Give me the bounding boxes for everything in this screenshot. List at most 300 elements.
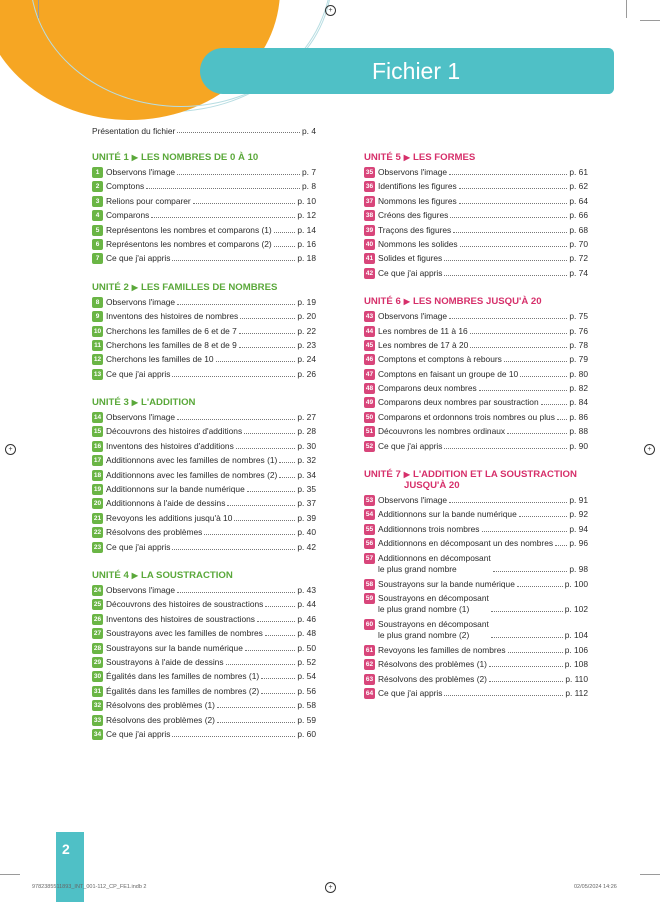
toc-entry-page: p. 39 — [297, 512, 316, 523]
toc-entry-text — [106, 513, 316, 524]
lesson-number-badge: 2 — [92, 181, 103, 192]
toc-entry-text — [378, 210, 588, 221]
toc-entry[interactable] — [92, 210, 316, 224]
toc-entry-page: p. 92 — [569, 509, 588, 520]
registration-mark-icon: + — [644, 444, 655, 455]
lesson-number-badge: 33 — [93, 716, 102, 724]
toc-entry-label: Représentons les nombres et comparons (2) — [106, 238, 272, 249]
lesson-number-badge: 4 — [92, 210, 103, 221]
dot-leader — [172, 736, 295, 737]
lesson-number-badge: 23 — [93, 543, 102, 551]
unit-prefix: UNITÉ 2 — [92, 281, 129, 293]
toc-entry-page: p. 108 — [564, 659, 588, 670]
toc-entry[interactable] — [364, 593, 588, 619]
toc-entry-label: Découvrons les nombres ordinaux — [378, 426, 506, 437]
toc-entry[interactable] — [364, 369, 588, 383]
toc-entry-lines — [106, 599, 263, 610]
toc-entry-lines — [106, 412, 175, 423]
toc-entry-label: Additionnons avec les familles de nombres (2) — [106, 469, 278, 480]
toc-entry-label: Ce que j'ai appris — [106, 368, 171, 379]
toc-entry-label: Ce que j'ai appris — [378, 440, 443, 451]
toc-entry-text — [106, 369, 316, 380]
dot-leader — [177, 126, 300, 133]
dot-leader — [449, 318, 567, 319]
toc-entry[interactable] — [364, 239, 588, 253]
toc-entry-lines — [106, 614, 255, 625]
dot-leader — [491, 637, 563, 638]
toc-entry-lines — [378, 579, 515, 590]
dot-leader — [240, 318, 295, 319]
toc-entry-text — [106, 426, 316, 437]
toc-entry-page: p. 75 — [569, 311, 588, 322]
dot-leader — [217, 707, 295, 708]
toc-entry-page: p. 110 — [565, 673, 588, 684]
lesson-number-badge: 47 — [365, 370, 374, 378]
dot-leader — [449, 502, 567, 503]
toc-entry-text — [106, 297, 316, 308]
toc-entry[interactable] — [364, 538, 588, 552]
toc-entry-label: Comparons et ordonnons trois nombres ou plus — [378, 411, 555, 422]
toc-entry[interactable] — [92, 253, 316, 267]
dot-leader — [489, 681, 563, 682]
toc-entry-text — [106, 167, 316, 178]
page-title: Fichier 1 — [372, 58, 461, 84]
toc-entry-label: Revoyons les additions jusqu'à 10 — [106, 512, 233, 523]
toc-entry-text — [106, 441, 316, 452]
dot-leader — [247, 491, 296, 492]
toc-entry[interactable] — [92, 628, 316, 642]
toc-entry[interactable] — [92, 686, 316, 700]
toc-entry-lines — [378, 688, 442, 699]
toc-entry-page: p. 76 — [569, 325, 588, 336]
dot-leader — [459, 203, 568, 204]
toc-entry-lines — [378, 167, 447, 178]
toc-entry[interactable] — [364, 311, 588, 325]
toc-entry[interactable] — [364, 579, 588, 593]
toc-entry-page: p. 88 — [569, 426, 588, 437]
toc-entry-lines — [106, 196, 191, 207]
toc-entry-text — [106, 196, 316, 207]
toc-entry[interactable] — [92, 700, 316, 714]
toc-entry[interactable] — [364, 645, 588, 659]
toc-entry-text — [106, 326, 316, 337]
lesson-number-badge: 27 — [93, 630, 102, 638]
toc-entry[interactable] — [92, 599, 316, 613]
dot-leader — [177, 419, 295, 420]
toc-entry-text — [378, 354, 588, 365]
toc-entry[interactable] — [92, 196, 316, 210]
toc-entry-text — [378, 167, 588, 178]
toc-entry[interactable] — [92, 181, 316, 195]
toc-entry[interactable] — [92, 297, 316, 311]
dot-leader — [491, 611, 563, 612]
dot-leader — [146, 188, 300, 189]
toc-entry[interactable] — [92, 326, 316, 340]
toc-entry-lines — [106, 484, 245, 495]
toc-entry[interactable] — [364, 268, 588, 282]
toc-entry[interactable] — [92, 426, 316, 440]
dot-leader — [444, 260, 567, 261]
toc-entry[interactable] — [92, 614, 316, 628]
toc-entry[interactable] — [364, 674, 588, 688]
toc-entry-text — [106, 657, 316, 668]
toc-entry[interactable] — [92, 369, 316, 383]
toc-entry[interactable] — [364, 412, 588, 426]
toc-entry-lines — [106, 311, 238, 322]
dot-leader — [216, 361, 296, 362]
toc-entry-label: Résolvons des problèmes (2) — [106, 714, 215, 725]
toc-entry[interactable] — [92, 484, 316, 498]
dot-leader — [541, 404, 568, 405]
toc-intro-entry[interactable] — [92, 126, 316, 136]
dot-leader — [459, 188, 568, 189]
toc-column-left — [92, 152, 316, 757]
toc-entry-text — [378, 383, 588, 394]
toc-entry-label: Observons l'image — [378, 495, 448, 506]
toc-entry[interactable] — [364, 426, 588, 440]
toc-entry[interactable] — [364, 167, 588, 181]
toc-entry-page: p. 94 — [569, 523, 588, 534]
lesson-number-badge: 1 — [92, 167, 103, 178]
toc-entry[interactable] — [364, 383, 588, 397]
toc-entry-text — [378, 441, 588, 452]
toc-entry-lines — [378, 181, 457, 192]
toc-entry-label: Additionnons en décomposant un des nombres — [378, 538, 554, 549]
toc-entry-label: Soustrayons à l'aide de dessins — [106, 656, 224, 667]
dot-leader — [239, 347, 296, 348]
lesson-number-badge: 63 — [365, 675, 374, 683]
toc-entry[interactable] — [92, 470, 316, 484]
toc-entry-page: p. 22 — [297, 325, 316, 336]
toc-entry-page: p. 86 — [569, 411, 588, 422]
toc-entry-label: Créons des figures — [378, 210, 449, 221]
toc-entry-page: p. 56 — [297, 685, 316, 696]
dot-leader — [453, 232, 567, 233]
toc-entry[interactable] — [92, 498, 316, 512]
toc-entry-label: Comparons deux nombres par soustraction — [378, 397, 539, 408]
lesson-number-badge: 62 — [365, 661, 374, 669]
toc-entry[interactable] — [364, 619, 588, 645]
toc-entry-lines — [378, 538, 553, 549]
toc-entry-lines — [378, 369, 518, 380]
toc-entry-label: Cherchons les familles de 10 — [106, 354, 214, 365]
toc-entry-label: Cherchons les familles de 6 et de 7 — [106, 325, 237, 336]
toc-entry-label: Soustrayons sur la bande numérique — [378, 578, 515, 589]
toc-entry-label: Inventons des histoires d'additions — [106, 440, 234, 451]
toc-entry-label: Représentons les nombres et comparons (1) — [106, 224, 272, 235]
arrow-right-icon: ▶ — [131, 282, 138, 292]
lesson-number-badge: 13 — [93, 370, 102, 378]
toc-entry-label: Découvrons des histoires de soustractions — [106, 599, 264, 610]
toc-entry-text — [378, 553, 588, 575]
toc-entry-lines — [378, 426, 505, 437]
toc-entry-page: p. 37 — [297, 498, 316, 509]
toc-unit — [364, 152, 588, 282]
toc-entry-label: Solides et figures — [378, 253, 443, 264]
dot-leader — [449, 174, 567, 175]
toc-entry-label: Additionnons sur la bande numérique — [378, 509, 517, 520]
toc-entry[interactable] — [92, 455, 316, 469]
lesson-number-badge: 12 — [93, 356, 102, 364]
lesson-number-badge: 28 — [93, 644, 102, 652]
toc-entry-page: p. 62 — [569, 181, 588, 192]
toc-entry-page: p. 61 — [569, 167, 588, 177]
lesson-number-badge: 64 — [365, 690, 374, 698]
toc-entry[interactable] — [364, 253, 588, 267]
toc-entry[interactable] — [92, 167, 316, 181]
lesson-number-badge: 32 — [93, 702, 102, 710]
toc-entry-label: Observons l'image — [106, 412, 176, 423]
toc-entry-label: Soustrayons sur la bande numérique — [106, 642, 243, 653]
toc-entry-page: p. 43 — [297, 584, 316, 595]
unit-name: LA SOUSTRACTION — [140, 569, 233, 581]
toc-entry-page: p. 96 — [569, 538, 588, 549]
lesson-number-badge: 36 — [365, 183, 374, 191]
toc-entry-text — [378, 688, 588, 699]
unit-prefix: UNITÉ 1 — [92, 152, 129, 163]
crop-mark — [38, 0, 39, 18]
dot-leader — [227, 505, 295, 506]
dot-leader — [177, 174, 300, 175]
toc-entry[interactable] — [92, 239, 316, 253]
toc-entry[interactable] — [92, 671, 316, 685]
toc-entry[interactable] — [92, 441, 316, 455]
dot-leader — [450, 217, 567, 218]
dot-leader — [508, 652, 563, 653]
toc-entry-lines — [378, 495, 447, 506]
unit-prefix: UNITÉ 6 — [364, 296, 401, 308]
lesson-number-badge: 37 — [365, 197, 374, 205]
lesson-number-badge: 52 — [365, 442, 374, 450]
toc-entry-lines — [106, 542, 170, 553]
toc-entry-page: p. 20 — [297, 311, 316, 322]
toc-entry-lines — [378, 354, 502, 365]
dot-leader — [460, 246, 568, 247]
toc-entry-text — [106, 455, 316, 466]
lesson-number-badge: 55 — [365, 525, 374, 533]
toc-entry-text — [378, 412, 588, 423]
toc-entry[interactable] — [364, 210, 588, 224]
toc-entry-lines — [378, 593, 489, 615]
dot-leader — [504, 361, 568, 362]
toc-entry-lines — [106, 181, 144, 192]
lesson-number-badge: 10 — [93, 327, 102, 335]
lesson-number-badge: 50 — [365, 413, 374, 421]
toc-entry-page: p. 60 — [297, 728, 316, 739]
unit-title — [92, 282, 316, 293]
toc-entry-text — [106, 614, 316, 625]
unit-prefix: UNITÉ 3 — [92, 397, 129, 409]
toc-entry-page: p. 112 — [565, 688, 588, 699]
toc-entry-lines — [106, 239, 272, 250]
toc-entry[interactable] — [364, 181, 588, 195]
toc-entry[interactable] — [364, 441, 588, 455]
toc-entry-label-line2: le plus grand nombre (2) — [378, 629, 470, 640]
lesson-number-badge: 9 — [92, 311, 103, 322]
toc-entry[interactable] — [92, 311, 316, 325]
toc-entry-text — [378, 397, 588, 408]
toc-entry-page: p. 70 — [569, 238, 588, 249]
toc-entry[interactable] — [364, 524, 588, 538]
unit-prefix: UNITÉ 7 — [364, 469, 401, 481]
toc-entry-page: p. 106 — [564, 644, 588, 655]
dot-leader — [470, 347, 567, 348]
toc-entry-lines — [106, 455, 277, 466]
toc-entry-text — [106, 253, 316, 264]
toc-entry-text — [106, 210, 316, 221]
arrow-right-icon: ▶ — [131, 153, 138, 162]
lesson-number-badge: 22 — [93, 529, 102, 537]
toc-entry-lines — [378, 239, 458, 250]
toc-entry-lines — [106, 470, 277, 481]
lesson-number-badge: 38 — [365, 212, 374, 220]
toc-entry-text — [378, 326, 588, 337]
registration-mark-icon: + — [325, 5, 336, 16]
toc-entry[interactable] — [92, 513, 316, 527]
toc-entry-page: p. 80 — [569, 368, 588, 379]
unit-name-line2: JUSQU'À 20 — [404, 480, 460, 492]
toc-entry-text — [106, 715, 316, 726]
lesson-number-badge: 35 — [365, 169, 374, 176]
toc-entry[interactable] — [92, 412, 316, 426]
toc-entry-text — [378, 593, 588, 615]
arrow-right-icon: ▶ — [131, 570, 138, 580]
toc-entry[interactable] — [364, 495, 588, 509]
toc-entry-page: p. 7 — [302, 167, 316, 177]
toc-entry-text — [378, 674, 588, 685]
toc-entry-lines — [378, 383, 477, 394]
toc-entry[interactable] — [364, 509, 588, 523]
toc-unit — [92, 282, 316, 383]
arrow-right-icon: ▶ — [131, 398, 138, 408]
dot-leader — [172, 376, 295, 377]
toc-entry-label: Comparons — [106, 210, 150, 221]
toc-entry-text — [106, 599, 316, 610]
toc-entry[interactable] — [92, 715, 316, 729]
dot-leader — [239, 333, 296, 334]
toc-entry-page: p. 42 — [297, 541, 316, 552]
dot-leader — [444, 448, 567, 449]
unit-title — [92, 570, 316, 581]
toc-entry-page: p. 44 — [297, 599, 316, 610]
toc-entry[interactable] — [92, 340, 316, 354]
toc-entry[interactable] — [364, 553, 588, 579]
toc-entry-page: p. 4 — [302, 126, 316, 136]
toc-entry-label: Résolvons des problèmes — [106, 527, 203, 538]
toc-entry-lines — [106, 686, 259, 697]
arrow-right-icon: ▶ — [403, 470, 410, 480]
toc-entry[interactable] — [92, 643, 316, 657]
toc-entry[interactable] — [364, 225, 588, 239]
page-number-tab — [56, 832, 84, 902]
toc-entry-page: p. 90 — [569, 440, 588, 451]
dot-leader — [172, 549, 295, 550]
toc-entry[interactable] — [364, 354, 588, 368]
toc-entry-text — [378, 239, 588, 250]
toc-entry-label: Comptons en faisant un groupe de 10 — [378, 368, 519, 379]
toc-entry[interactable] — [92, 585, 316, 599]
toc-entry-label: Traçons des figures — [378, 224, 452, 235]
toc-entry-text — [378, 225, 588, 236]
toc-entry-text — [378, 579, 588, 590]
toc-entry-label: Découvrons des histoires d'additions — [106, 426, 243, 437]
toc-entry-text — [106, 498, 316, 509]
toc-entry[interactable] — [364, 397, 588, 411]
lesson-number-badge: 26 — [93, 615, 102, 623]
toc-entry-lines — [106, 326, 237, 337]
toc-entry[interactable] — [364, 340, 588, 354]
toc-entry-page: p. 40 — [297, 527, 316, 538]
toc-entry[interactable] — [364, 326, 588, 340]
toc-entry-text — [106, 484, 316, 495]
toc-entry[interactable] — [92, 542, 316, 556]
toc-entry-lines — [106, 426, 242, 437]
toc-entry-page: p. 18 — [297, 253, 316, 264]
toc-entry-page: p. 59 — [297, 714, 316, 725]
toc-entry[interactable] — [92, 729, 316, 743]
toc-entry[interactable] — [364, 688, 588, 702]
unit-name: LES FAMILLES DE NOMBRES — [140, 281, 278, 293]
dot-leader — [482, 531, 568, 532]
unit-prefix: UNITÉ 4 — [92, 569, 129, 581]
lesson-number-badge: 29 — [93, 658, 102, 666]
lesson-number-badge: 31 — [93, 687, 102, 695]
toc-entry[interactable] — [364, 196, 588, 210]
toc-entry-text — [106, 542, 316, 553]
dot-leader — [489, 666, 563, 667]
toc-unit — [92, 397, 316, 556]
lesson-number-badge: 7 — [92, 253, 103, 264]
lesson-number-badge: 16 — [93, 442, 102, 450]
toc-entry-text — [378, 645, 588, 656]
lesson-number-badge: 53 — [365, 497, 374, 505]
dot-leader — [245, 650, 295, 651]
toc-entry-label: Observons l'image — [378, 311, 448, 322]
toc-entry-label: Observons l'image — [106, 584, 176, 595]
unit-name: LES NOMBRES JUSQU'À 20 — [412, 296, 542, 308]
lesson-number-badge: 59 — [365, 594, 374, 602]
toc-entry-page: p. 48 — [297, 628, 316, 639]
toc-entry-page: p. 32 — [297, 455, 316, 466]
unit-prefix: UNITÉ 5 — [364, 152, 401, 163]
toc-entry-text — [378, 524, 588, 535]
dot-leader — [557, 419, 567, 420]
dot-leader — [217, 722, 295, 723]
toc-entry-text — [106, 628, 316, 639]
toc-entry-label: Résolvons des problèmes (1) — [106, 700, 215, 711]
toc-entry-label: Observons l'image — [106, 167, 176, 177]
crop-mark — [626, 0, 627, 18]
toc-entry-label: Ce que j'ai appris — [378, 688, 443, 699]
toc-entry-page: p. 16 — [297, 238, 316, 249]
lesson-number-badge: 43 — [365, 313, 374, 321]
lesson-number-badge: 18 — [93, 471, 102, 479]
toc-entry[interactable] — [364, 659, 588, 673]
toc-entry-text — [378, 495, 588, 506]
toc-entry[interactable] — [92, 527, 316, 541]
lesson-number-badge: 14 — [93, 414, 102, 422]
toc-entry-text — [378, 426, 588, 437]
dot-leader — [261, 678, 295, 679]
toc-entry-lines — [106, 513, 232, 524]
dot-leader — [257, 621, 295, 622]
toc-entry-page: p. 27 — [297, 412, 316, 423]
toc-entry[interactable] — [92, 354, 316, 368]
toc-entry[interactable] — [92, 657, 316, 671]
dot-leader — [519, 516, 568, 517]
toc-entry[interactable] — [92, 225, 316, 239]
lesson-number-badge: 8 — [92, 297, 103, 308]
